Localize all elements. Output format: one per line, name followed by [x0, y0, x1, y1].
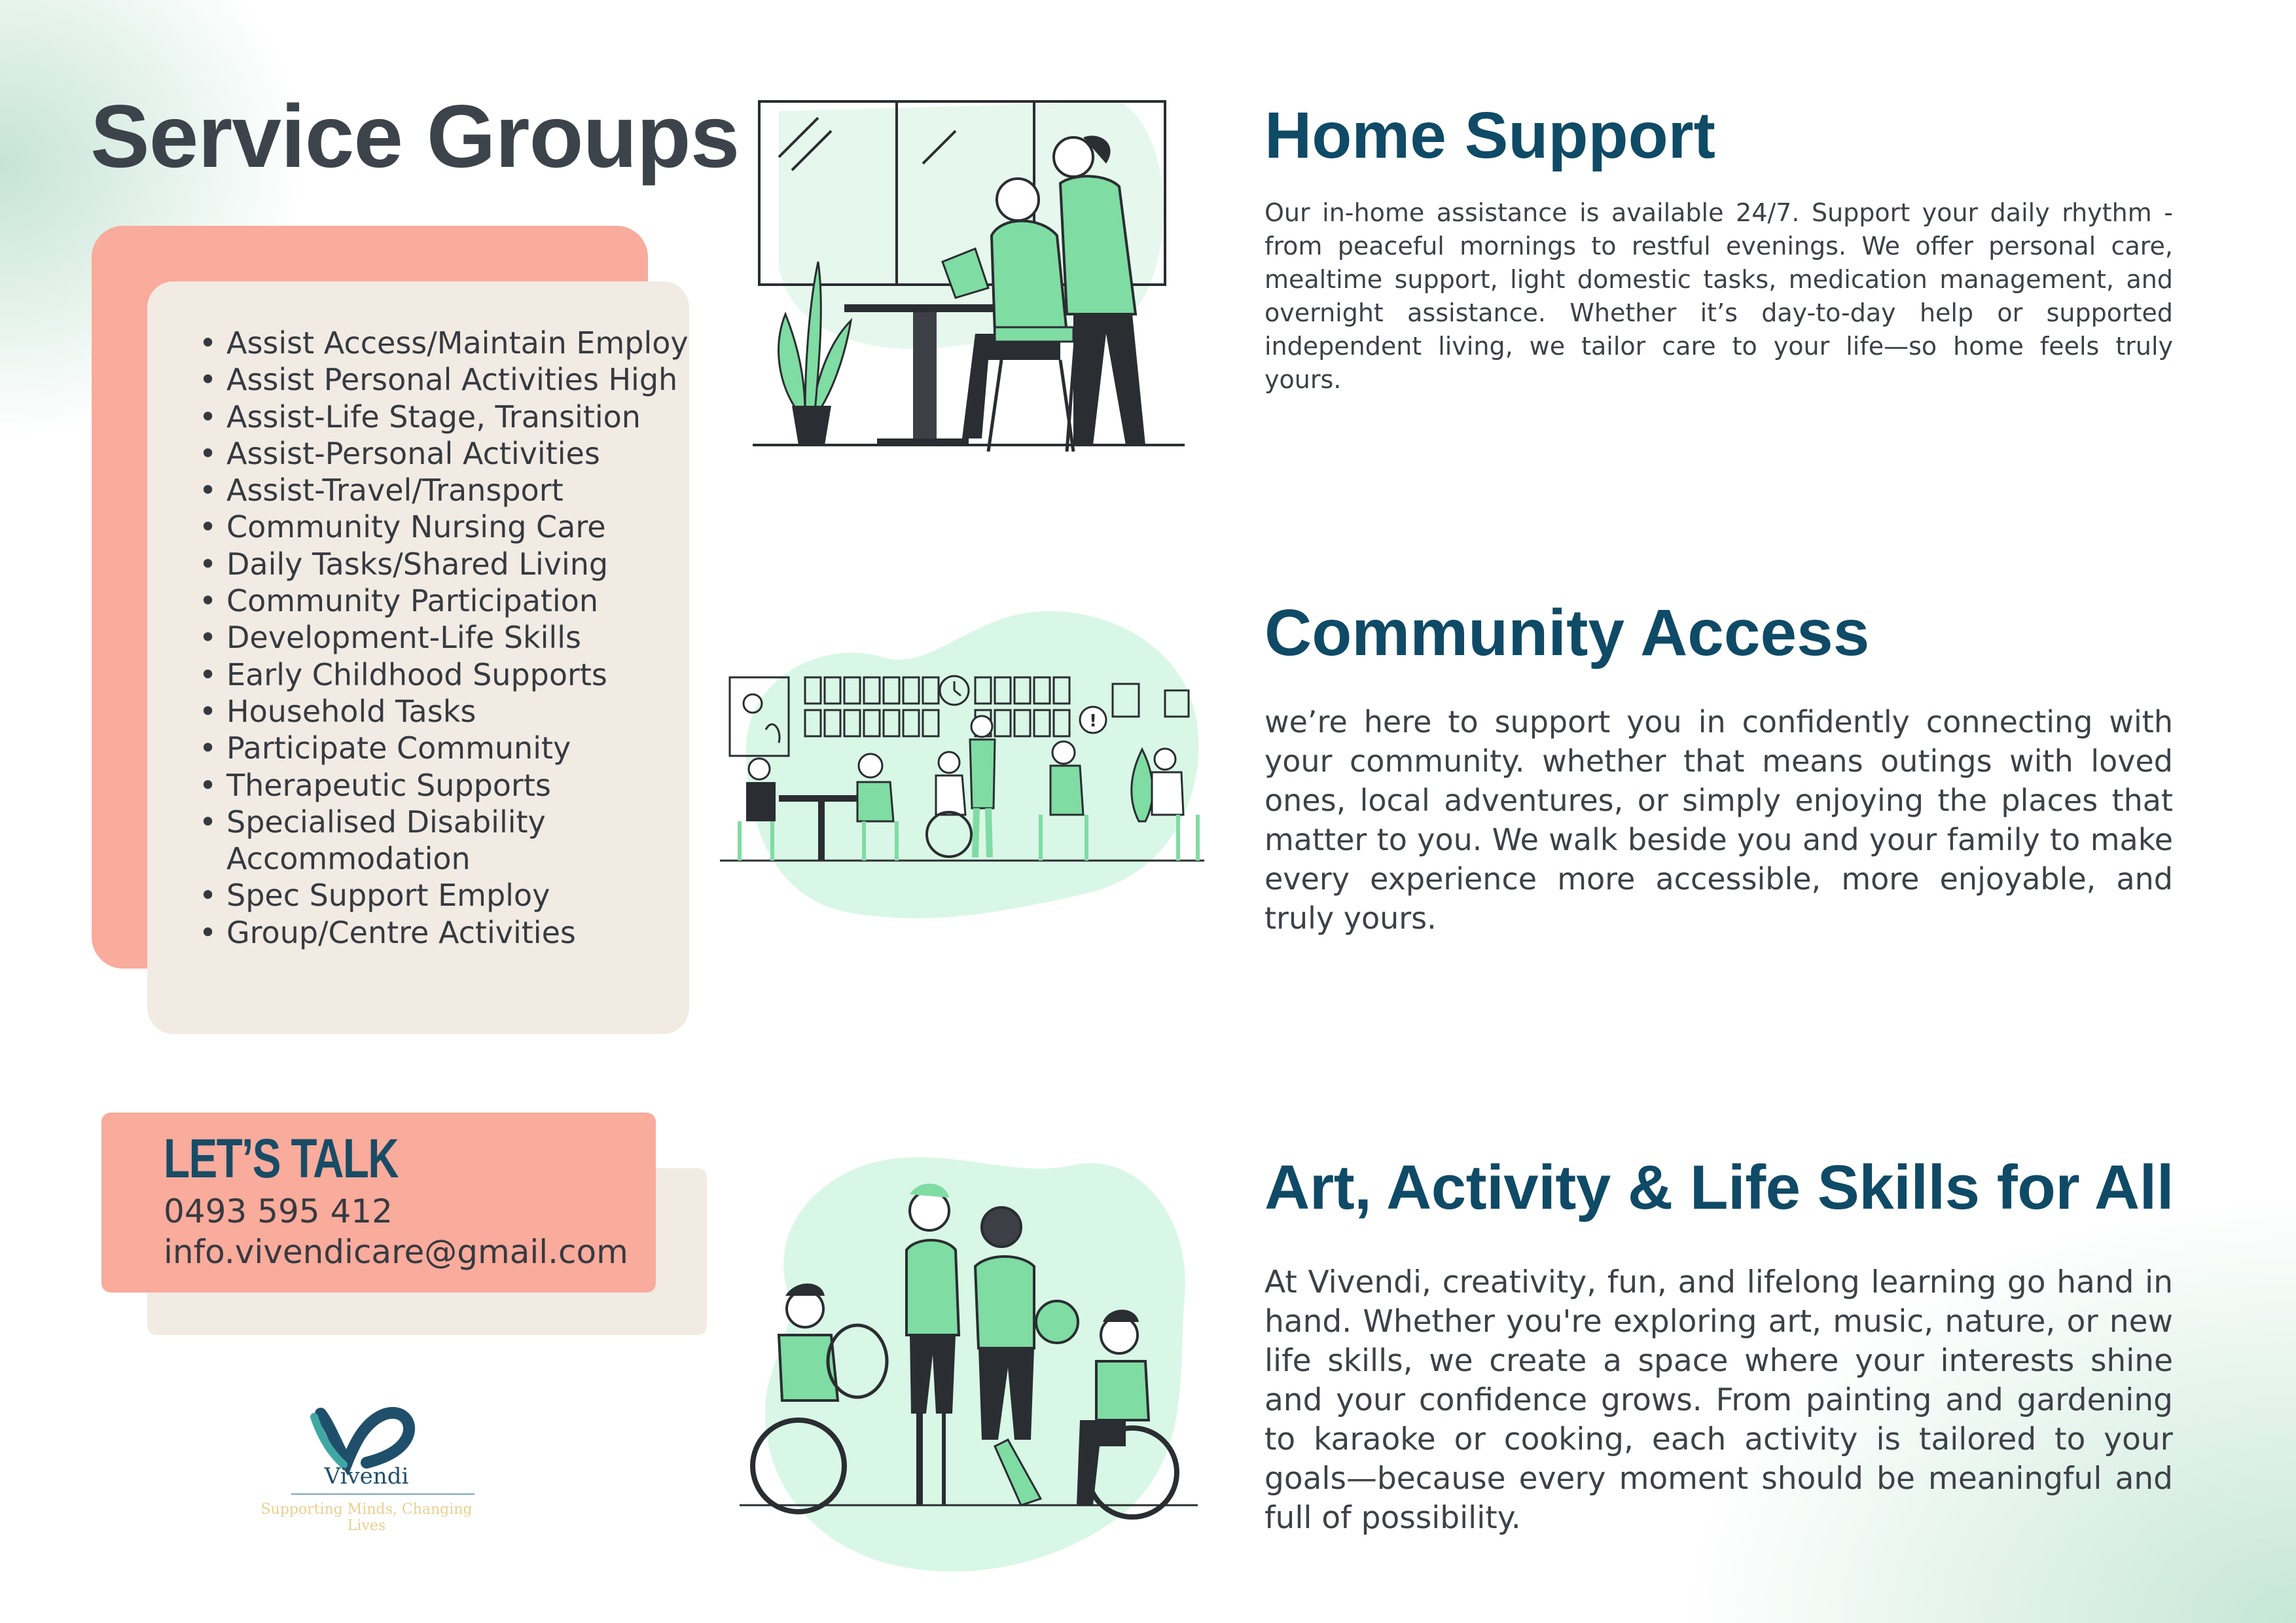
home-support-illustration-icon: [753, 98, 1185, 465]
service-item: • Assist Personal Activities High: [196, 361, 694, 398]
service-item: • Development-Life Skills: [196, 619, 694, 656]
contact-heading: LET’S TALK: [164, 1128, 399, 1189]
service-item: • Spec Support Employ: [196, 877, 694, 914]
logo-name: Vivendi: [324, 1463, 409, 1489]
service-item: • Early Childhood Supports: [196, 656, 694, 693]
service-item: • Therapeutic Supports: [196, 767, 694, 804]
logo-divider: [291, 1493, 475, 1495]
service-item: • Specialised Disability Accommodation: [196, 804, 694, 878]
contact-email[interactable]: info.vivendicare@gmail.com: [164, 1233, 628, 1271]
contact-phone[interactable]: 0493 595 412: [164, 1192, 393, 1230]
art-activity-body: At Vivendi, creativity, fun, and lifelong learning go hand in hand. Whether you're exploring art, music, nature, or new life skills, we create a space where your interests shine and your confidence grows. From painting and gardening to karaoke or cooking, each activity is tailored to your goals—because every moment should be meaningful and full of possibility.: [1265, 1264, 2173, 1536]
service-item: • Community Nursing Care: [196, 508, 694, 545]
logo-tagline: Supporting Minds, Changing Lives: [260, 1501, 473, 1534]
service-item: • Assist-Travel/Transport: [196, 472, 694, 508]
service-item: • Assist-Personal Activities: [196, 435, 694, 472]
service-item: • Assist Access/Maintain Employ: [196, 325, 694, 361]
art-activity-title: Art, Activity & Life Skills for All: [1265, 1152, 2174, 1222]
service-item: • Assist-Life Stage, Transition: [196, 399, 694, 435]
service-item: • Household Tasks: [196, 693, 694, 730]
home-support-body: Our in-home assistance is available 24/7. Support your daily rhythm - from peaceful mornings to restful evenings. We offer personal care, mealtime support, light domestic tasks, medication management, and overnight assistance. Whether it’s day-to-day help or supported independent living, we tailor care to your life—so home feels truly yours.: [1265, 198, 2173, 394]
service-item: • Daily Tasks/Shared Living: [196, 546, 694, 582]
service-item: • Community Participation: [196, 582, 694, 619]
svg-text:!: !: [1089, 711, 1097, 731]
service-item: • Group/Centre Activities: [196, 914, 694, 951]
activities-illustration-icon: [733, 1139, 1204, 1584]
community-access-illustration-icon: [720, 599, 1204, 926]
service-item: • Participate Community: [196, 730, 694, 766]
page-title: Service Groups: [90, 86, 740, 186]
community-access-title: Community Access: [1265, 596, 1870, 669]
community-access-body: we’re here to support you in confidently connecting with your community. whether that means outings with loved ones, local adventures, or simply enjoying the places that matter to you. We walk beside you and your family to make every experience more accessible, more enjoyable, and truly yours.: [1265, 704, 2173, 936]
services-list: [196, 325, 694, 951]
home-support-title: Home Support: [1265, 99, 1715, 172]
